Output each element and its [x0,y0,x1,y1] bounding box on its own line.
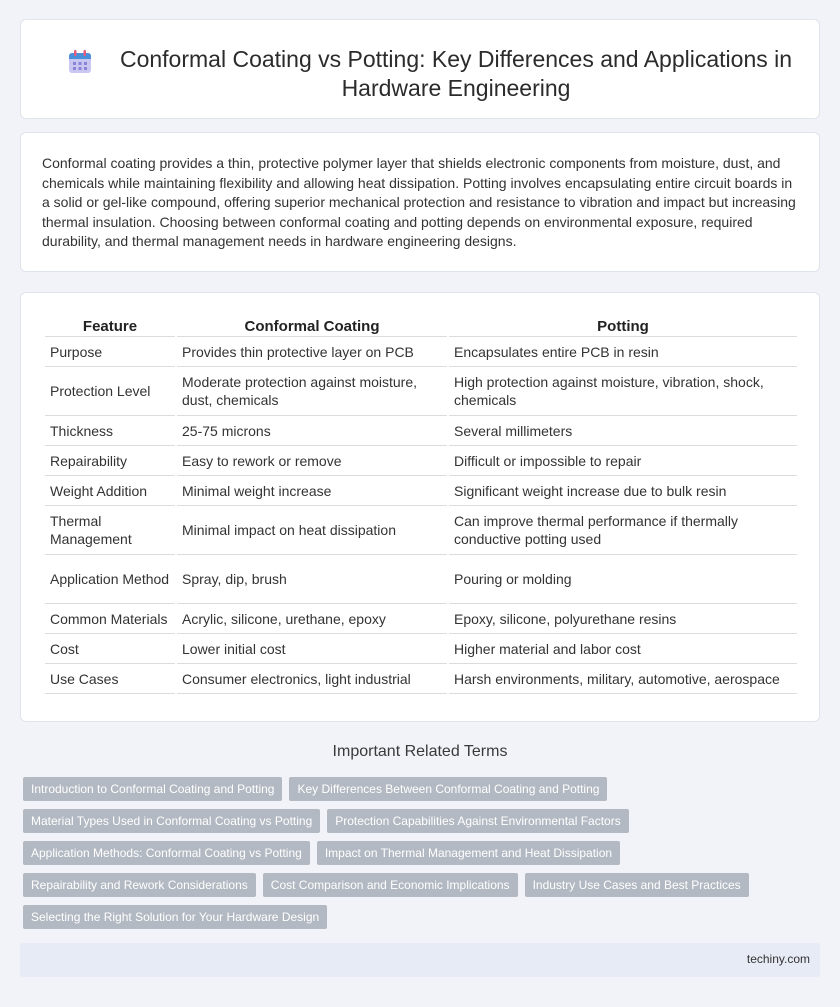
table-cell-conformal: Easy to rework or remove [177,446,447,476]
related-term-tag[interactable]: Impact on Thermal Management and Heat Dissipation [317,841,620,865]
related-term-tag[interactable]: Key Differences Between Conformal Coating and Potting [289,777,607,801]
table-row [45,367,797,416]
related-term-tag[interactable]: Material Types Used in Conformal Coating vs Potting [23,809,320,833]
calendar-icon [67,49,93,75]
table-row [45,604,797,634]
table-cell-potting: High protection against moisture, vibration, shock, chemicals [449,367,797,416]
table-cell-potting: Can improve thermal performance if thermally conductive potting used [449,506,797,555]
table-cell-potting: Epoxy, silicone, polyurethane resins [449,604,797,634]
related-term-tag[interactable]: Introduction to Conformal Coating and Potting [23,777,282,801]
table-row [45,506,797,555]
table-cell-feature: Cost [45,634,175,664]
related-term-tag[interactable]: Protection Capabilities Against Environmental Factors [327,809,628,833]
table-cell-feature: Weight Addition [45,476,175,506]
table-row [45,664,797,694]
table-cell-potting: Several millimeters [449,416,797,446]
comparison-table-card [20,292,820,722]
intro-card [20,132,820,272]
table-row [45,446,797,476]
table-cell-potting: Harsh environments, military, automotive, aerospace [449,664,797,694]
page-title: Conformal Coating vs Potting: Key Differences and Applications in Hardware Engineering [119,46,793,101]
table-header-row [45,315,797,337]
table-row [45,634,797,664]
table-cell-conformal: Acrylic, silicone, urethane, epoxy [177,604,447,634]
table-cell-feature: Common Materials [45,604,175,634]
table-cell-conformal: Spray, dip, brush [177,555,447,604]
header-card [20,19,820,119]
column-header-feature: Feature [45,315,175,337]
table-cell-feature: Purpose [45,337,175,367]
footer [20,943,820,977]
table-cell-conformal: Minimal weight increase [177,476,447,506]
tag-row [23,905,813,929]
table-cell-conformal: Provides thin protective layer on PCB [177,337,447,367]
related-term-tag[interactable]: Repairability and Rework Considerations [23,873,256,897]
table-cell-feature: Thermal Management [45,506,175,555]
table-cell-feature: Application Method [45,555,175,604]
table-cell-conformal: 25-75 microns [177,416,447,446]
table-cell-conformal: Lower initial cost [177,634,447,664]
table-cell-conformal: Consumer electronics, light industrial [177,664,447,694]
related-term-tag[interactable]: Industry Use Cases and Best Practices [525,873,749,897]
table-cell-feature: Thickness [45,416,175,446]
table-cell-conformal: Moderate protection against moisture, dust, chemicals [177,367,447,416]
table-cell-potting: Difficult or impossible to repair [449,446,797,476]
tag-row [23,777,813,801]
column-header-potting: Potting [449,315,797,337]
related-term-tag[interactable]: Application Methods: Conformal Coating vs Potting [23,841,310,865]
table-cell-potting: Pouring or molding [449,555,797,604]
related-terms-list [23,777,813,937]
table-cell-potting: Significant weight increase due to bulk resin [449,476,797,506]
table-cell-potting: Higher material and labor cost [449,634,797,664]
tag-row [23,809,813,833]
related-term-tag[interactable]: Selecting the Right Solution for Your Hardware Design [23,905,327,929]
intro-paragraph: Conformal coating provides a thin, protective polymer layer that shields electronic components from moisture, dust, and chemicals while maintaining flexibility and allowing heat dissipation. Potting involves encapsulating entire circuit boards in a solid or gel-like compound, offering superior mechanical protection and resistance to vibration and impact but increasing thermal insulation. Choosing between conformal coating and potting depends on environmental exposure, required durability, and thermal management needs in hardware engineering designs. [42,155,796,249]
related-terms-heading: Important Related Terms [332,743,508,760]
tag-row [23,841,813,865]
table-row [45,337,797,367]
table-cell-feature: Repairability [45,446,175,476]
tag-row [23,873,813,897]
table-cell-conformal: Minimal impact on heat dissipation [177,506,447,555]
related-term-tag[interactable]: Cost Comparison and Economic Implications [263,873,518,897]
footer-site-link[interactable]: techiny.com [746,952,810,966]
column-header-conformal-coating: Conformal Coating [177,315,447,337]
table-row [45,476,797,506]
comparison-table [43,315,799,694]
table-row [45,555,797,604]
table-row [45,416,797,446]
table-cell-feature: Protection Level [45,367,175,416]
table-cell-potting: Encapsulates entire PCB in resin [449,337,797,367]
table-cell-feature: Use Cases [45,664,175,694]
